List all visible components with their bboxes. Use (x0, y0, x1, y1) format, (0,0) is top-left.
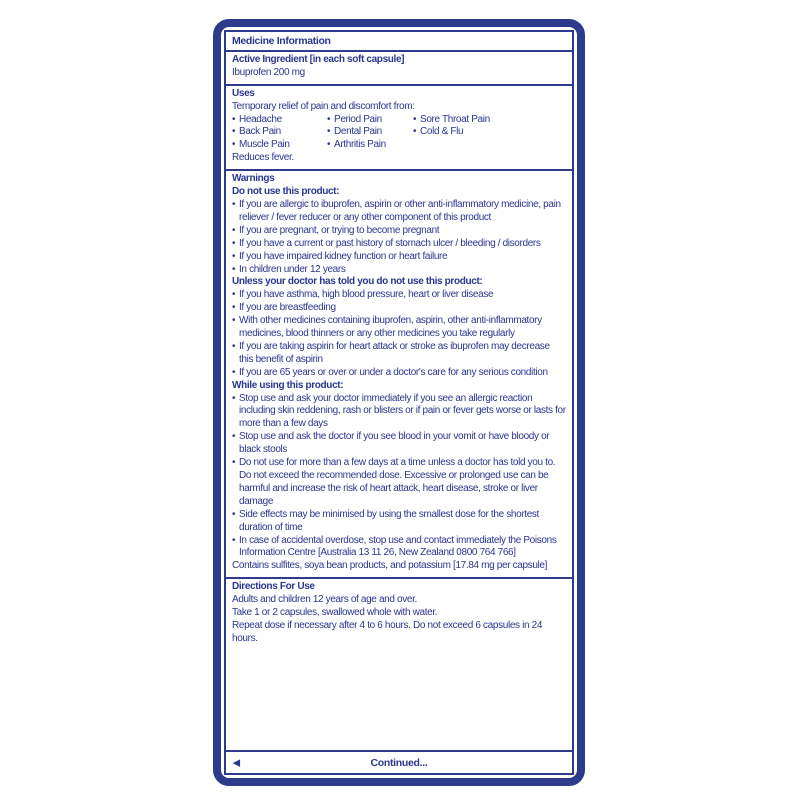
active-ingredient-section (226, 52, 572, 86)
warning-item: • Stop use and ask your doctor immediately if you see an allergic reaction including skin reddening, rash or blisters or if pain or fever gets worse or lasts for more than a few days (232, 393, 566, 432)
use-item: • Sore Throat Pain (413, 114, 566, 127)
uses-note: Reduces fever. (232, 152, 294, 164)
warning-item: • If you are 65 years or over or under a doctor's care for any serious condition (232, 367, 566, 380)
use-item: • Dental Pain (327, 126, 413, 139)
warning-item: • If you have a current or past history of stomach ulcer / bleeding / disorders (232, 238, 566, 251)
warnings-group-list (232, 199, 566, 276)
use-item: • Back Pain (232, 126, 327, 139)
continued-label: Continued... (370, 756, 428, 769)
uses-columns (232, 114, 566, 153)
directions-lines (232, 594, 566, 646)
directions-section (226, 579, 572, 752)
warnings-title: Warnings (232, 173, 275, 185)
uses-title: Uses (232, 87, 255, 99)
warning-item: • With other medicines containing ibuprofen, aspirin, other anti-inflammatory medicines, blood thinners or any other medicines you take regularly (232, 315, 566, 341)
directions-line: Take 1 or 2 capsules, swallowed whole with water. (232, 607, 438, 619)
warnings-group-do-not-use (232, 186, 566, 276)
left-arrow-icon: ◀ (233, 757, 240, 767)
uses-intro: Temporary relief of pain and discomfort from: (232, 100, 415, 112)
continued-bar (226, 752, 572, 773)
medicine-information-panel (213, 19, 585, 786)
uses-column-1 (232, 114, 327, 153)
warning-item: • If you are allergic to ibuprofen, aspirin or other anti-inflammatory medicine, pain reliever / fever reducer or any other component of this product (232, 199, 566, 225)
warnings-group-unless-doctor (232, 276, 566, 379)
active-ingredient-value: Ibuprofen 200 mg (232, 66, 305, 78)
warning-item: • Stop use and ask the doctor if you see blood in your vomit or have bloody or black stools (232, 431, 566, 457)
warnings-group-list (232, 289, 566, 379)
use-item: • Period Pain (327, 114, 413, 127)
warning-item: • Do not use for more than a few days at a time unless a doctor has told you to. Do not exceed the recommended dose. Excessive or prolonged use can be harmful and increase the risk of heart attack, heart disease, stroke or liver damage (232, 457, 566, 509)
directions-title: Directions For Use (232, 581, 315, 593)
warnings-note: Contains sulfites, soya bean products, and potassium [17.84 mg per capsule] (232, 560, 548, 572)
warnings-group-heading: Do not use this product: (232, 186, 340, 198)
panel-inner-frame (224, 30, 574, 775)
warning-item: • If you have impaired kidney function or heart failure (232, 251, 566, 264)
warnings-group-while-using (232, 380, 566, 561)
uses-section (226, 86, 572, 171)
use-item: • Cold & Flu (413, 126, 566, 139)
warnings-group-heading: Unless your doctor has told you do not use this product: (232, 276, 483, 288)
use-item: • Headache (232, 114, 327, 127)
use-item: • Arthritis Pain (327, 139, 413, 152)
warning-item: • If you are breastfeeding (232, 302, 566, 315)
warning-item: • If you are pregnant, or trying to become pregnant (232, 225, 566, 238)
uses-column-3 (413, 114, 566, 153)
warnings-group-heading: While using this product: (232, 379, 344, 391)
use-item: • Muscle Pain (232, 139, 327, 152)
uses-column-2 (327, 114, 413, 153)
directions-line: Repeat dose if necessary after 4 to 6 hours. Do not exceed 6 capsules in 24 hours. (232, 619, 543, 644)
warnings-group-list (232, 393, 566, 561)
active-ingredient-title: Active Ingredient [in each soft capsule] (232, 53, 405, 65)
warnings-section (226, 171, 572, 579)
warning-item: • In children under 12 years (232, 264, 566, 277)
panel-header (226, 32, 572, 52)
directions-line: Adults and children 12 years of age and over. (232, 594, 417, 606)
warning-item: • Side effects may be minimised by using the smallest dose for the shortest duration of time (232, 509, 566, 535)
warning-item: • If you have asthma, high blood pressure, heart or liver disease (232, 289, 566, 302)
warning-item: • If you are taking aspirin for heart attack or stroke as ibuprofen may decrease this benefit of aspirin (232, 341, 566, 367)
panel-title: Medicine Information (232, 35, 331, 47)
warning-item: • In case of accidental overdose, stop use and contact immediately the Poisons Information Centre [Australia 13 11 26, New Zealand 0800 764 766] (232, 535, 566, 561)
